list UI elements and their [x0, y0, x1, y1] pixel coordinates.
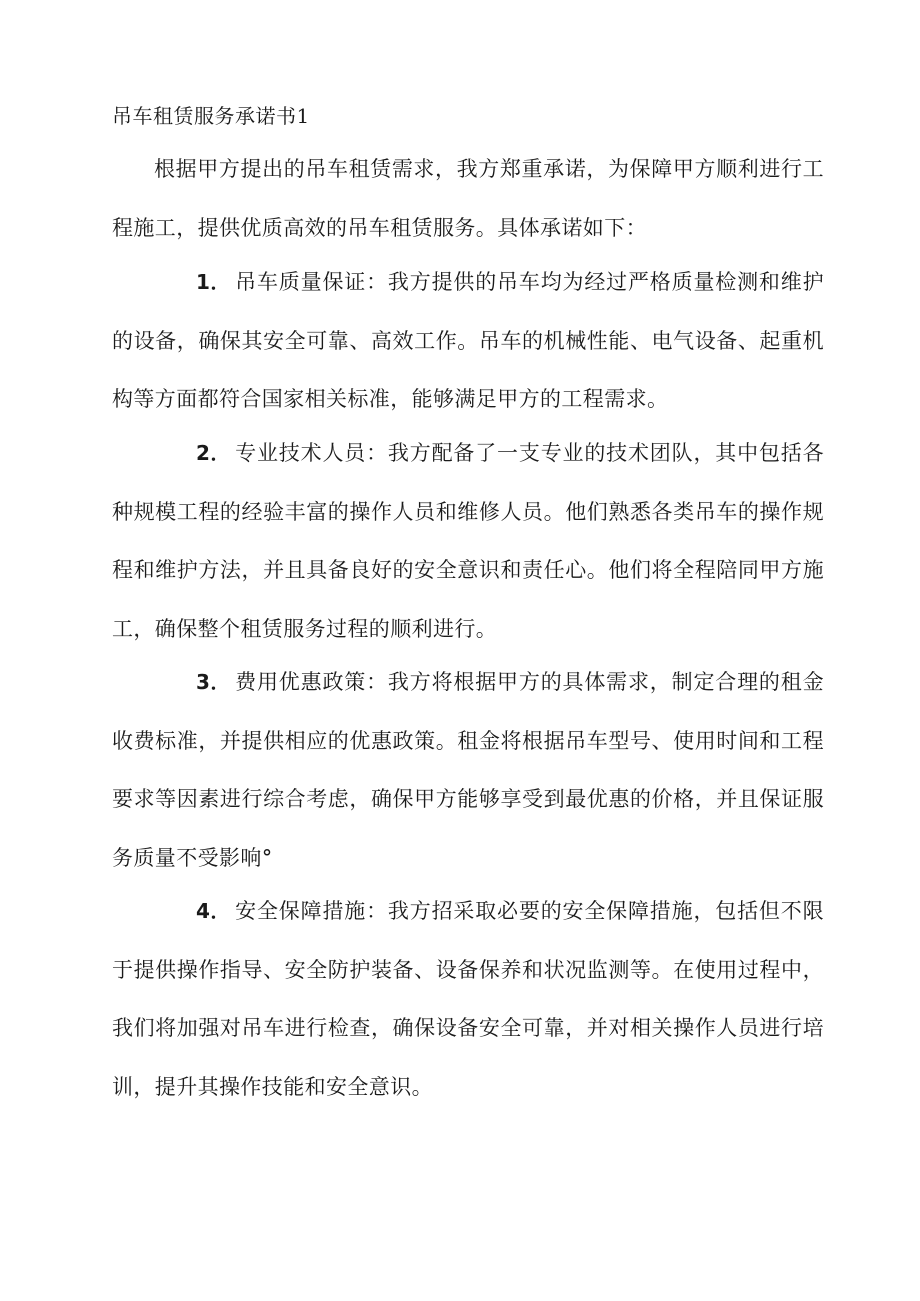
commitment-item-1 [112, 253, 824, 429]
commitment-item-2 [112, 424, 824, 658]
item-number: 4． [196, 899, 231, 923]
commitment-item-4 [112, 882, 824, 1116]
item-number: 2． [196, 441, 231, 465]
item-number: 1． [196, 270, 231, 294]
item-text: 专业技术人员：我方配备了一支专业的技术团队，其中包括各种规模工程的经验丰富的操作人员和维修人员。他们熟悉各类吊车的操作规程和维护方法，并且具备良好的安全意识和责任心。他们将全程陪同甲方施工，确保整个租赁服务过程的顺利进行。 [112, 441, 824, 641]
item-text: 费用优惠政策：我方将根据甲方的具体需求，制定合理的租金收费标准，并提供相应的优惠政策。租金将根据吊车型号、使用时间和工程要求等因素进行综合考虑，确保甲方能够享受到最优惠的价格，并且保证服务质量不受影响° [112, 670, 824, 870]
item-number: 3． [196, 670, 231, 694]
commitment-item-3 [112, 653, 824, 887]
document-title: 吊车租赁服务承诺书1 [112, 104, 310, 128]
item-text: 吊车质量保证：我方提供的吊车均为经过严格质量检测和维护的设备，确保其安全可靠、高效工作。吊车的机械性能、电气设备、起重机构等方面都符合国家相关标准，能够满足甲方的工程需求。 [112, 270, 824, 411]
intro-paragraph: 根据甲方提出的吊车租赁需求，我方郑重承诺，为保障甲方顺利进行工程施工，提供优质高效的吊车租赁服务。具体承诺如下： [112, 157, 824, 240]
item-text: 安全保障措施：我方招采取必要的安全保障措施，包括但不限于提供操作指导、安全防护装备、设备保养和状况监测等。在使用过程中，我们将加强对吊车进行检查，确保设备安全可靠，并对相关操作人员进行培训，提升其操作技能和安全意识。 [112, 899, 824, 1099]
